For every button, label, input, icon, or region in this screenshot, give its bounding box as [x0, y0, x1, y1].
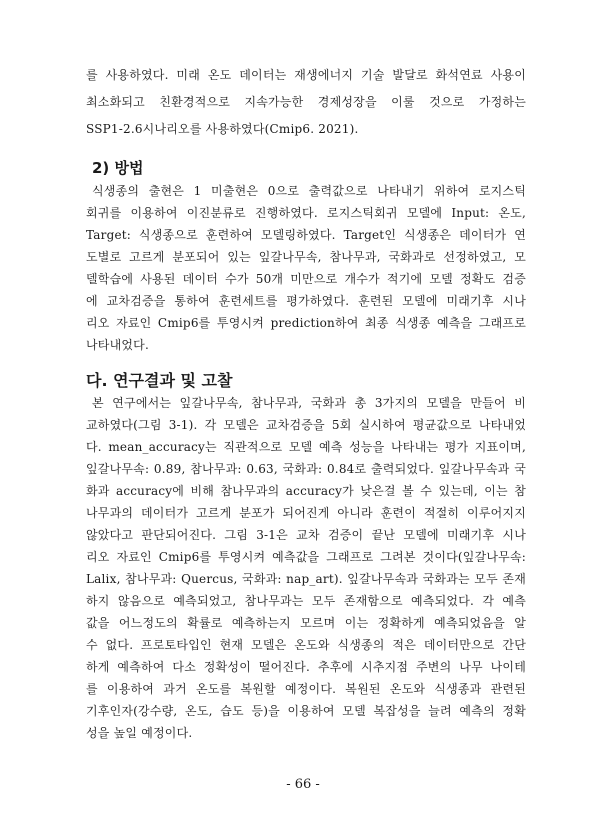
- method-line: 에 교차검증을 통하여 훈련세트를 평가하였다. 훈련된 모델에 미래기후 시나: [86, 294, 526, 308]
- results-line: 리오 자료인 Cmip6를 투영시켜 예측값을 그래프로 그려본 것이다(잎갈나무속:: [86, 550, 526, 564]
- results-line: 를 이용하여 과거 온도를 복원할 예정이다. 복원된 온도와 식생종과 관련된: [86, 682, 526, 696]
- method-heading: 2) 방법: [92, 159, 144, 177]
- page-number: - 66 -: [286, 777, 320, 792]
- results-heading: 다. 연구결과 및 고찰: [86, 371, 233, 390]
- results-line: 하지 않음으로 예측되었고, 참나무과는 모두 존재함으로 예측되었다. 각 예측: [86, 594, 526, 608]
- intro-line: SSP1-2.6시나리오를 사용하였다(Cmip6. 2021).: [86, 122, 359, 136]
- intro-line: 최소화되고 친환경적으로 지속가능한 경제성장을 이룰 것으로 가정하는: [86, 95, 526, 109]
- results-line: Lalix, 참나무과: Quercus, 국화과: nap_art). 잎갈나무속과 국화과는 모두 존재: [86, 572, 526, 586]
- method-line: 나타내었다.: [86, 338, 149, 352]
- results-line: 화과 accuracy에 비해 참나무과의 accuracy가 낮은걸 볼 수 있는데, 이는 참: [86, 484, 526, 498]
- results-line: 않았다고 판단되어진다. 그림 3-1은 교차 검증이 끝난 모델에 미래기후 시나: [86, 528, 526, 542]
- results-line: 수 없다. 프로토타입인 현재 모델은 온도와 식생종의 적은 데이터만으로 간단: [86, 638, 526, 652]
- method-line: 델학습에 사용된 데이터 수가 50개 미만으로 개수가 적기에 모델 정확도 검증: [86, 272, 526, 286]
- intro-line: 를 사용하였다. 미래 온도 데이터는 재생에너지 기술 발달로 화석연료 사용이: [86, 68, 526, 82]
- results-line: 성을 높일 예정이다.: [86, 726, 193, 740]
- results-line: 값을 어느정도의 확률로 예측하는지 모르며 이는 정확하게 예측되었음을 알: [86, 616, 526, 630]
- method-line: 식생종의 출현은 1 미출현은 0으로 출력값으로 나타내기 위하여 로지스틱: [92, 184, 526, 198]
- results-line: 잎갈나무속: 0.89, 참나무과: 0.63, 국화과: 0.84로 출력되었다. 잎갈나무속과 국: [86, 462, 526, 476]
- method-line: 도별로 고르게 분포되어 있는 잎갈나무속, 참나무과, 국화과로 선정하였고, 모: [86, 250, 526, 264]
- results-line: 다. mean_accuracy는 직관적으로 모델 예측 성능을 나타내는 평가 지표이며,: [86, 440, 526, 454]
- method-line: 회귀를 이용하여 이진분류로 진행하였다. 로지스틱회귀 모델에 Input: 온도,: [86, 206, 526, 220]
- results-line: 본 연구에서는 잎갈나무속, 참나무과, 국화과 총 3가지의 모델을 만들어 비: [92, 396, 526, 410]
- results-line: 기후인자(강수량, 온도, 습도 등)을 이용하여 모델 복잡성을 늘려 예측의 정확: [86, 704, 526, 718]
- results-line: 하게 예측하여 다소 정확성이 떨어진다. 추후에 시추지점 주변의 나무 나이테: [86, 660, 526, 674]
- results-line: 교하였다(그림 3-1). 각 모델은 교차검증을 5회 실시하여 평균값으로 나타내었: [86, 418, 526, 432]
- results-line: 나무과의 데이터가 고르게 분포가 되어진게 아니라 훈련이 적절히 이루어지지: [86, 506, 526, 520]
- method-line: Target: 식생종으로 훈련하여 모델링하였다. Target인 식생종은 데이터가 연: [86, 228, 526, 242]
- method-line: 리오 자료인 Cmip6를 투영시켜 prediction하여 최종 식생종 예측을 그래프로: [86, 316, 526, 330]
